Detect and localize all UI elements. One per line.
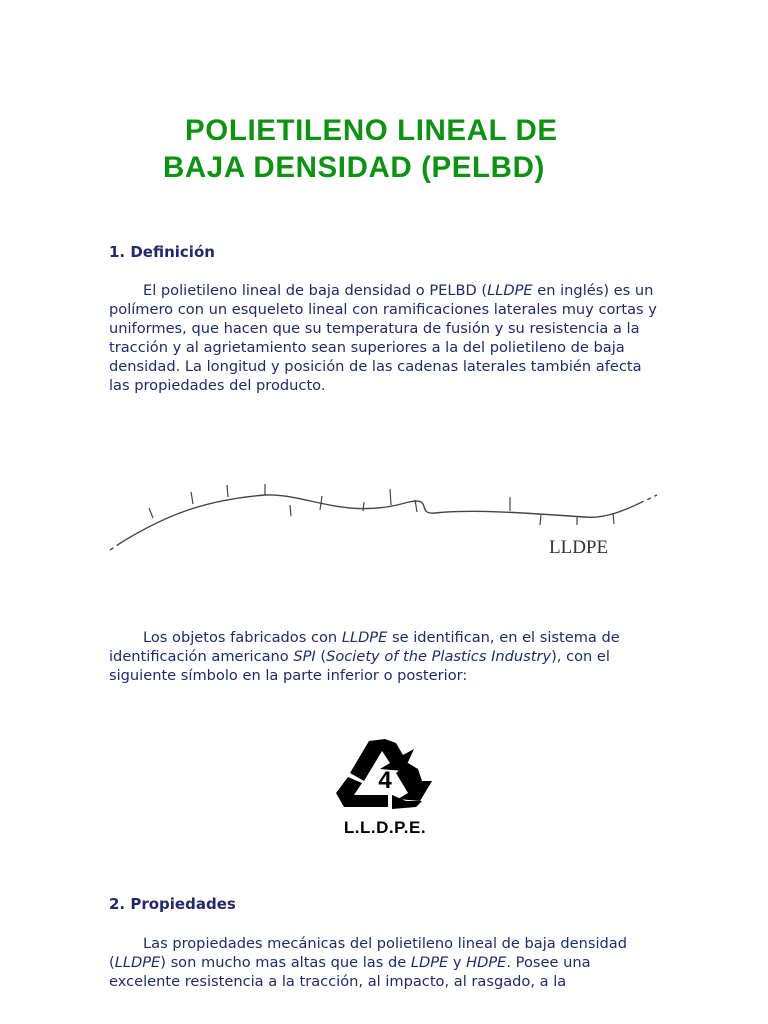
diagram-label: LLDPE	[549, 537, 609, 558]
recycle-caption: L.L.D.P.E.	[343, 818, 427, 837]
italic-term: LLDPE	[487, 282, 533, 299]
polymer-backbone-tail	[640, 495, 657, 503]
page-title	[0, 112, 768, 186]
title-line-1: POLIETILENO LINEAL DE	[185, 114, 558, 147]
title-line-2: BAJA DENSIDAD (PELBD)	[163, 151, 545, 184]
italic-term: SPI	[293, 648, 316, 665]
text-run: Las propiedades mecánicas del polietileno lineal de baja densidad (	[109, 935, 628, 971]
recycle-icon	[330, 735, 440, 815]
properties-paragraph	[109, 934, 657, 991]
identification-paragraph	[109, 628, 657, 685]
lldpe-chain-diagram	[105, 475, 665, 565]
italic-term: LLDPE	[341, 629, 388, 646]
text-run: en inglés) es un polímero con un esqueleto lineal con ramificaciones laterales muy cortas y uniformes, que hacen que su temperatura de fusión y su resistencia a la tracción y al agrietamiento sean superiores a la del polietileno de baja densidad. La longitud y posición de las cadenas laterales también afecta las propiedades del producto.	[109, 282, 657, 394]
text-run: Los objetos fabricados con	[143, 629, 342, 646]
text-run: ), con el siguiente símbolo en la parte inferior o posterior:	[109, 648, 610, 684]
italic-term: LLDPE	[114, 954, 161, 971]
text-run: se identifican, en el sistema de identificación americano	[109, 629, 620, 665]
text-run: (	[315, 648, 327, 665]
recycle-number: 4	[378, 767, 392, 794]
polymer-backbone	[110, 544, 119, 550]
italic-term: HDPE	[466, 954, 507, 971]
section-heading-definicion: 1. Definición	[109, 243, 215, 261]
italic-term: Society of the Plastics Industry	[326, 648, 552, 665]
text-run: y	[448, 954, 467, 971]
text-run: El polietileno lineal de baja densidad o PELBD (	[143, 282, 488, 299]
definition-paragraph	[109, 281, 657, 395]
text-run: ) son mucho mas altas que las de	[160, 954, 411, 971]
italic-term: LDPE	[410, 954, 449, 971]
side-branches	[149, 484, 614, 525]
text-run: . Posee una excelente resistencia a la tracción, al impacto, al rasgado, a la	[109, 954, 591, 990]
section-heading-propiedades: 2. Propiedades	[109, 895, 236, 913]
